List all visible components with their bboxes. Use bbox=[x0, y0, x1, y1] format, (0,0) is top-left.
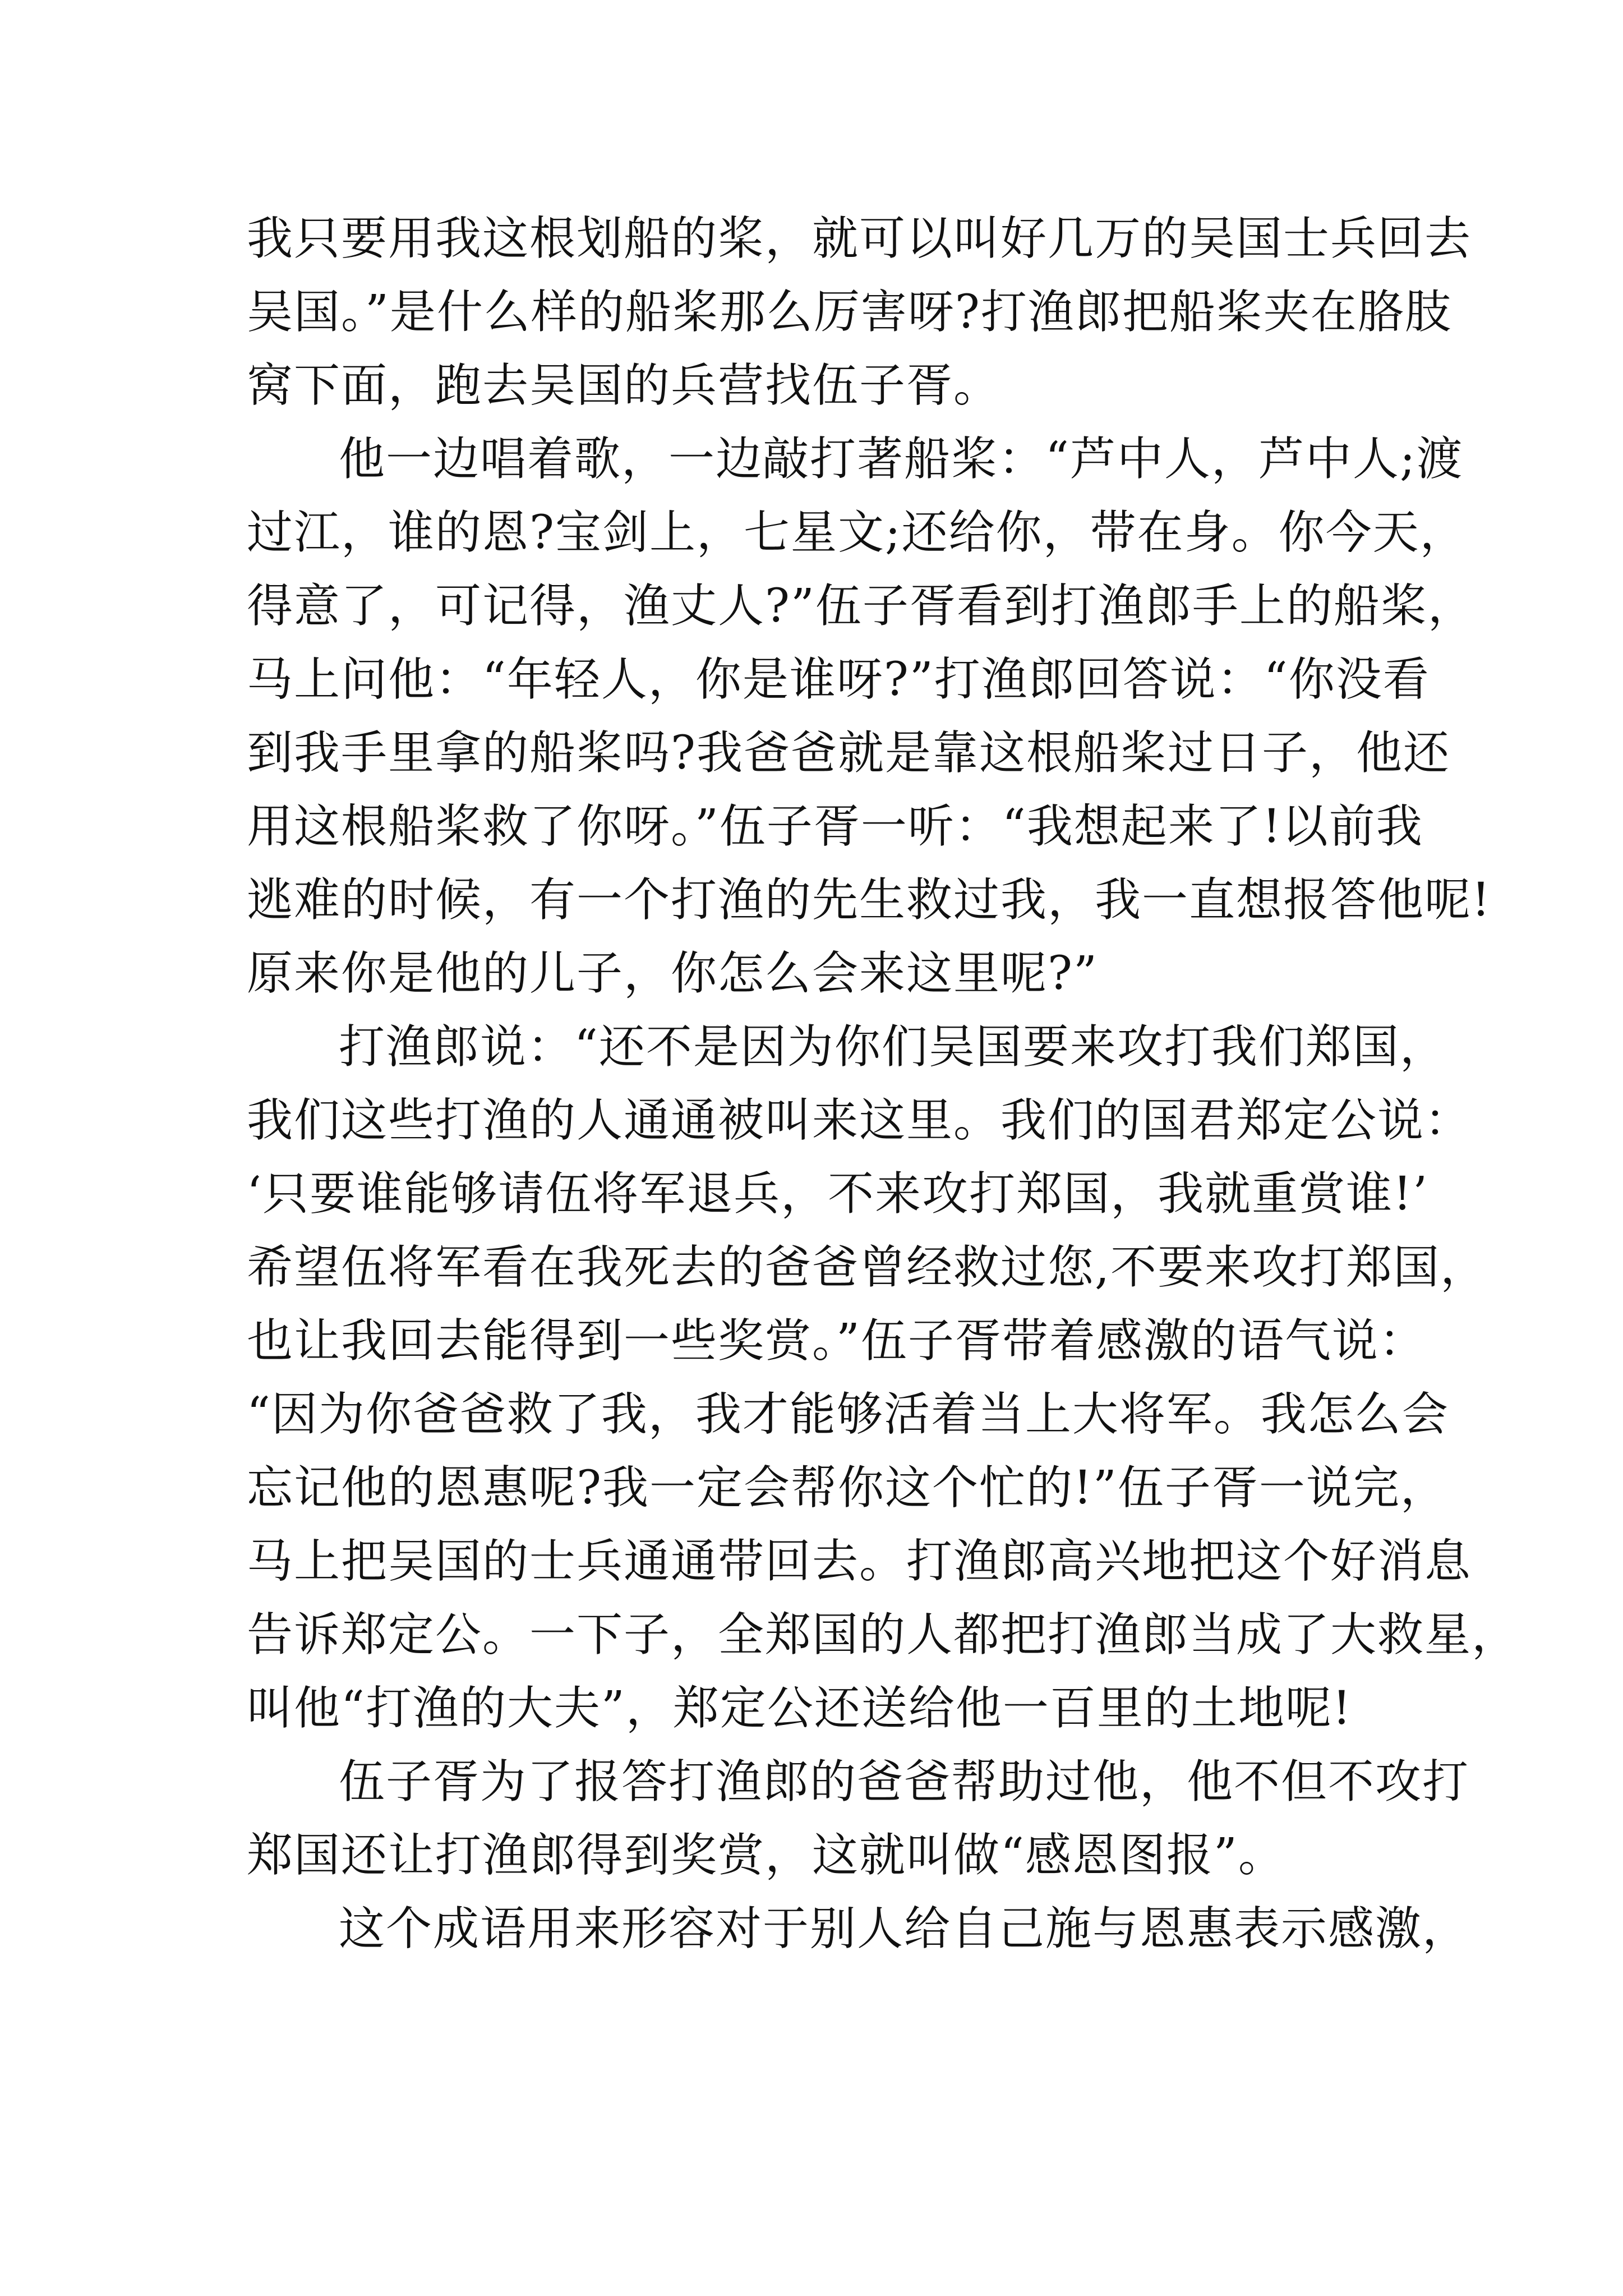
paragraph-first-line: 他一边唱着歌，一边敲打著船桨：“芦中人，芦中人;渡 bbox=[339, 432, 1464, 486]
text-line: 郑国还让打渔郎得到奖赏，这就叫做“感恩图报”。 bbox=[247, 1829, 1285, 1882]
document-page bbox=[247, 202, 1519, 1966]
paragraph-first-line: 伍子胥为了报答打渔郎的爸爸帮助过他，他不但不攻打 bbox=[339, 1755, 1470, 1809]
paragraph-first-line: 打渔郎说：“还不是因为你们吴国要来攻打我们郑国， bbox=[339, 1020, 1447, 1074]
text-line: 逃难的时候，有一个打渔的先生救过我，我一直想报答他呢! bbox=[247, 873, 1491, 927]
text-line: 窝下面，跑去吴国的兵营找伍子胥。 bbox=[247, 359, 1001, 412]
text-line: 马上问他：“年轻人，你是谁呀?”打渔郎回答说：“你没看 bbox=[247, 653, 1430, 706]
text-line: 马上把吴国的士兵通通带回去。打渔郎高兴地把这个好消息 bbox=[247, 1535, 1472, 1588]
text-line: 用这根船桨救了你呀。”伍子胥一听：“我想起来了!以前我 bbox=[247, 800, 1423, 853]
text-line: 希望伍将军看在我死去的爸爸曾经救过您,不要来攻打郑国， bbox=[247, 1241, 1488, 1294]
text-line: ‘只要谁能够请伍将军退兵，不来攻打郑国，我就重赏谁!’ bbox=[247, 1167, 1429, 1221]
text-line: 忘记他的恩惠呢?我一定会帮你这个忙的!”伍子胥一说完， bbox=[247, 1461, 1447, 1515]
paragraph-first-line: 这个成语用来形容对于别人给自己施与恩惠表示感激， bbox=[339, 1902, 1470, 1955]
text-line: 到我手里拿的船桨吗?我爸爸就是靠这根船桨过日子，他还 bbox=[247, 726, 1450, 780]
text-line: 原来你是他的儿子，你怎么会来这里呢?” bbox=[247, 947, 1098, 1000]
text-line: 也让我回去能得到一些奖赏。”伍子胥带着感激的语气说： bbox=[247, 1314, 1426, 1368]
text-line: 过江，谁的恩?宝剑上，七星文;还给你，带在身。你今天， bbox=[247, 506, 1467, 559]
text-line: 得意了，可记得，渔丈人?”伍子胥看到打渔郎手上的船桨， bbox=[247, 579, 1475, 633]
text-line: “因为你爸爸救了我，我才能够活着当上大将军。我怎么会 bbox=[247, 1388, 1449, 1441]
text-line: 吴国。”是什么样的船桨那么厉害呀?打渔郎把船桨夹在胳肢 bbox=[247, 286, 1452, 339]
text-line: 我只要用我这根划船的桨，就可以叫好几万的吴国士兵回去 bbox=[247, 212, 1472, 265]
text-line: 我们这些打渔的人通通被叫来这里。我们的国君郑定公说： bbox=[247, 1094, 1472, 1147]
text-line: 告诉郑定公。一下子，全郑国的人都把打渔郎当成了大救星， bbox=[247, 1608, 1519, 1662]
text-line: 叫他“打渔的大夫”，郑定公还送给他一百里的土地呢! bbox=[247, 1682, 1352, 1735]
